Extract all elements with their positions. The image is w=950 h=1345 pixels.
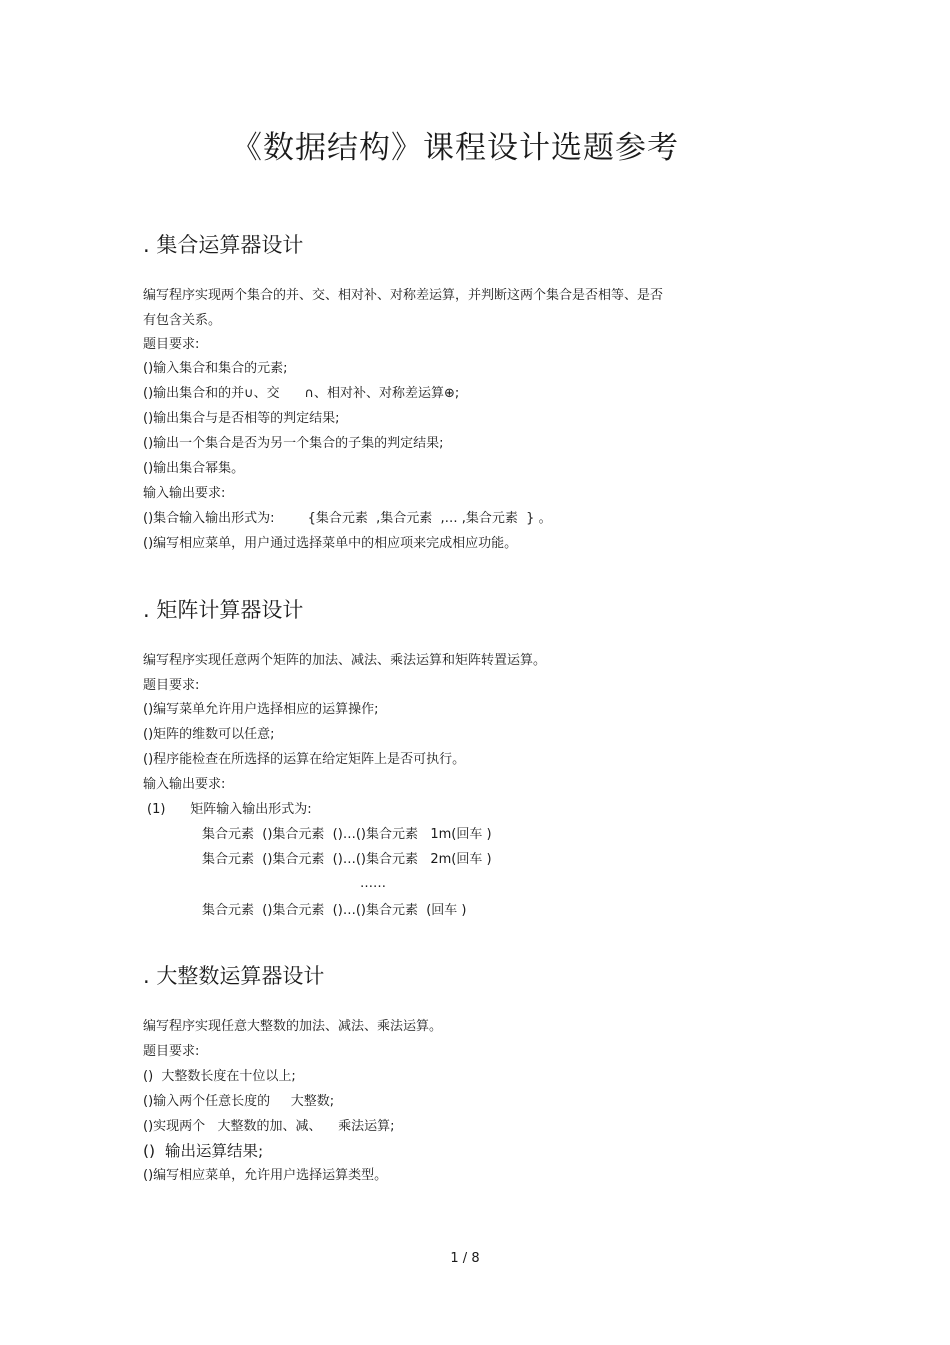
matrix-format-row: 集合元素 ()集合元素 ()…()集合元素 1m(回车 ) [202, 827, 492, 842]
page-number: 1 / 8 [450, 1251, 480, 1266]
document-title: 《数据结构》课程设计选题参考 [231, 130, 679, 166]
section-1-intro-line-1: 编写程序实现两个集合的并、交、相对补、对称差运算，并判断这两个集合是否相等、是否 [143, 288, 664, 303]
section-1-heading: . 集合运算器设计 [143, 233, 304, 257]
matrix-format-row: 集合元素 ()集合元素 ()…()集合元素 2m(回车 ) [202, 852, 492, 867]
section-2-requirement: ()编写菜单允许用户选择相应的运算操作; [143, 702, 379, 717]
section-2-intro: 编写程序实现任意两个矩阵的加法、减法、乘法运算和矩阵转置运算。 [143, 653, 547, 668]
section-2-requirements-label: 题目要求: [143, 678, 200, 693]
section-1-requirement: ()输出集合与是否相等的判定结果; [143, 411, 340, 426]
section-1-io-item: ()集合输入输出形式为: {集合元素 ,集合元素 ,… ,集合元素 } 。 [143, 511, 552, 526]
section-1-intro-line-2: 有包含关系。 [143, 313, 222, 328]
section-2-requirement: ()矩阵的维数可以任意; [143, 727, 275, 742]
section-3-heading: . 大整数运算器设计 [143, 964, 325, 988]
section-3-requirement: ()编写相应菜单，允许用户选择运算类型。 [143, 1168, 388, 1183]
section-1-requirement: ()输出集合和的并∪、交 ∩、相对补、对称差运算⊕; [143, 386, 460, 401]
section-1-io-label: 输入输出要求: [143, 486, 226, 501]
section-2-heading: . 矩阵计算器设计 [143, 598, 304, 622]
section-2-io-label: 输入输出要求: [143, 777, 226, 792]
section-1-io-item: ()编写相应菜单，用户通过选择菜单中的相应项来完成相应功能。 [143, 536, 518, 551]
section-1-requirement: ()输出集合幂集。 [143, 461, 245, 476]
section-3-intro: 编写程序实现任意大整数的加法、减法、乘法运算。 [143, 1019, 443, 1034]
section-2-io-item: (1) 矩阵输入输出形式为: [147, 802, 312, 817]
section-1-requirements-label: 题目要求: [143, 337, 200, 352]
matrix-format-row: 集合元素 ()集合元素 ()…()集合元素 (回车 ) [202, 903, 467, 918]
section-3-requirement: () 输出运算结果; [143, 1142, 264, 1160]
section-1-requirement: ()输入集合和集合的元素; [143, 361, 288, 376]
section-3-requirements-label: 题目要求: [143, 1044, 200, 1059]
matrix-format-ellipsis: …… [360, 876, 386, 891]
section-3-requirement: () 大整数长度在十位以上; [143, 1069, 296, 1084]
section-2-requirement: ()程序能检查在所选择的运算在给定矩阵上是否可执行。 [143, 752, 466, 767]
section-3-requirement: ()实现两个 大整数的加、减、 乘法运算; [143, 1119, 395, 1134]
section-1-requirement: ()输出一个集合是否为另一个集合的子集的判定结果; [143, 436, 444, 451]
section-3-requirement: ()输入两个任意长度的 大整数; [143, 1094, 335, 1109]
